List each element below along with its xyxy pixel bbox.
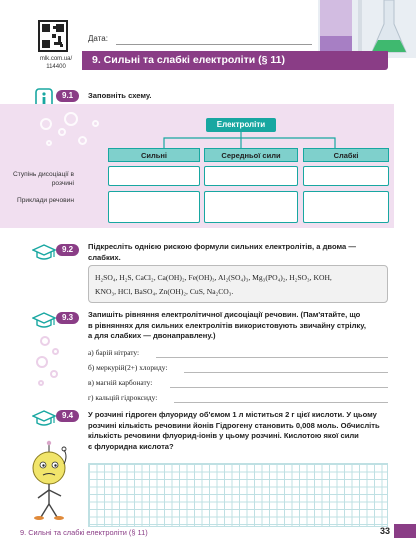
scheme-column-medium: Середньої сили [204,148,298,162]
answer-line-a[interactable] [88,347,388,359]
task-9-3-instruction-line: Запишіть рівняння електролітичної дисоціації речовин. (Пам'ятайте, що [88,310,361,319]
date-input-line[interactable] [116,44,312,45]
decorative-bubble [52,348,59,355]
task-9-4-text-line: є флуоридна кислота? [88,441,174,451]
task-9-1-instruction: Заповніть схему. [88,91,152,100]
page-number: 33 [380,526,391,536]
answer-label: г) кальцій гідроксиду: [88,393,158,402]
decorative-bubble [78,136,87,145]
scheme-cell-weak-degree[interactable] [303,166,389,186]
scheme-cell-medium-degree[interactable] [204,166,298,186]
task-9-4-text-line: кількість речовини флуорид-іонів у цьому розчині. Кислотою якої сили [88,431,359,440]
task-9-2-instruction [88,242,388,263]
decorative-bubble [46,140,52,146]
decorative-bubble [92,120,99,127]
qr-caption-site: mlk.com.ua/ [39,56,73,62]
scheme-root-electrolytes: Електроліти [206,118,276,132]
decorative-bubble [36,356,48,368]
scheme-cell-weak-examples[interactable] [303,191,389,223]
cartoon-character-icon [28,440,70,522]
task-number-9-4: 9.4 [56,410,79,422]
task-9-4-text-line: розчині кількість речовини йонів Гідрогену становить 0,008 моль. Обчисліть [88,420,380,430]
task-9-3-instruction-line: в рівняннях для сильних електролітів використовують звичайну стрілку, [88,320,366,330]
graduation-cap-icon [32,242,56,264]
formula-line[interactable]: H₂SO₄, H₂S, CaCl₂, Ca(OH)₂, Fe(OH)₃, Al₂(SO₄)₃, Mg₃(PO₄)₂, H₂SO₃, KOH, [95,273,332,282]
section-title: 9. Сильні та слабкі електроліти (§ 11) [82,51,388,70]
decorative-bubble [38,380,44,386]
qr-code [38,20,68,52]
qr-caption [30,55,82,71]
decorative-bubble [64,112,78,126]
date-label: Дата: [88,34,108,43]
answer-line-c[interactable] [88,377,388,389]
scheme-row-label-examples: Приклади речовин [17,197,74,204]
answer-grid[interactable] [88,463,388,527]
formula-line[interactable]: KNO₃, HCl, BaSO₄, Zn(OH)₂, CuS, Na₂CO₃. [95,287,234,296]
decorative-bubble [58,128,66,136]
formula-list[interactable] [88,265,388,303]
graduation-cap-icon [32,408,56,430]
task-9-2-instruction-line: Підкресліть однією рискою формули сильних електролітів, а двома — [88,242,356,251]
scheme-cell-strong-examples[interactable] [108,191,200,223]
scheme-cell-medium-examples[interactable] [204,191,298,223]
answer-line-d[interactable] [88,392,388,404]
date-field[interactable] [82,30,320,52]
answer-line-b[interactable] [88,362,388,374]
answer-label: б) меркурій(2+) хлориду: [88,363,168,372]
footer-accent-bar [394,524,416,538]
task-number-9-3: 9.3 [56,312,79,324]
answer-label: в) магній карбонату: [88,378,153,387]
answer-label: а) барій нітрату: [88,348,140,357]
task-number-9-1: 9.1 [56,90,79,102]
scheme-column-weak: Слабкі [303,148,389,162]
footer-section-title: 9. Сильні та слабкі електроліти (§ 11) [20,528,148,537]
scheme-column-strong: Сильні [108,148,200,162]
task-number-9-2: 9.2 [56,244,79,256]
scheme-row-label-degree: Ступінь дисоціації в розчині [13,171,74,187]
decorative-bubble [50,370,58,378]
task-9-3-instruction [88,310,392,342]
decorative-bubble [40,118,52,130]
task-9-4-text [88,410,392,452]
scheme-cell-strong-degree[interactable] [108,166,200,186]
task-9-3-instruction-line: а для слабких — двонаправлену.) [88,331,216,340]
graduation-cap-icon [32,310,56,332]
task-9-4-text-line: У розчині гідроген флуориду об'ємом 1 л міститься 2 г цієї кислоти. У цьому [88,410,377,419]
qr-caption-code: 114400 [46,64,66,70]
task-9-2-instruction-line: слабких. [88,252,121,262]
decorative-bubble [40,336,50,346]
